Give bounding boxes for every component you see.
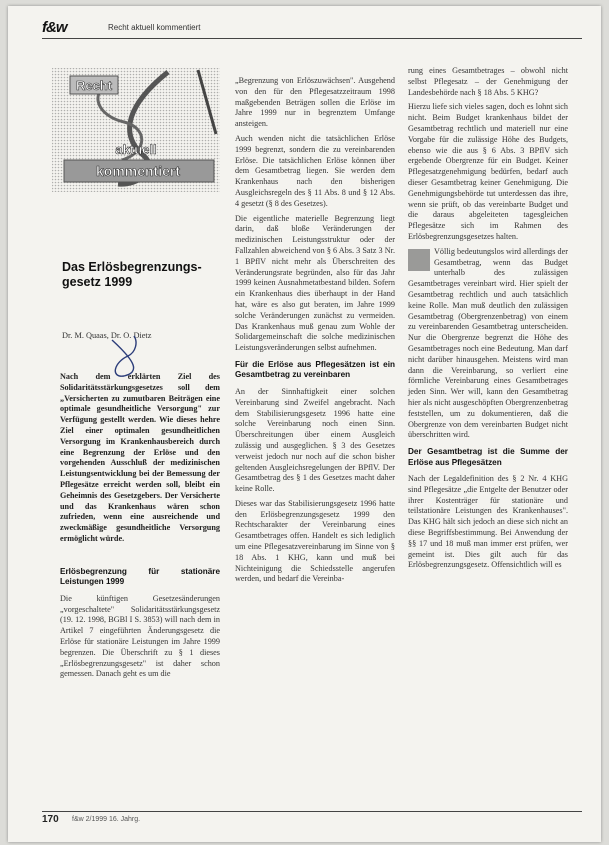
drop-cap-box (408, 249, 430, 271)
emblem-line2: aktuell (115, 142, 157, 157)
column-1 (60, 372, 220, 684)
column-2 (235, 76, 395, 589)
footer-source: f&w 2/1999 16. Jahrg. (72, 816, 141, 823)
footer (42, 811, 582, 827)
section-heading: Der Gesamtbetrag ist die Summe der Erlöse aus Pflegesätzen (408, 447, 568, 467)
running-head: Recht aktuell kommentiert (108, 23, 201, 32)
body-paragraph: Die eigentliche materielle Begrenzung liegt darin, daß bloße Veränderungen der medizinischen Leistungsstruktur oder der Fallzahlen abweichend von § 6 Abs. 3 Satz 3 Nr. 1 BPflV nicht mehr als Überschreiten des Veränderungsrate begründen, also für das Jahr 1999 keinen Ausnahmetatbestand bilden. Sofern ein Krankenhaus dies überhaupt in der Hand hat, wäre es also gut beraten, im Jahre 1999 solche Veränderungen zunächst zu vermeiden. Das Krankenhaus muß genau zum Wohle der Solidargemeinschaft die solche medizinischen Leistungsveränderungen selbst aufnehmen. (235, 213, 395, 353)
emblem-line1: Recht (75, 78, 113, 93)
drop-cap-paragraph: Völlig bedeutungslos wird allerdings der Gesamtbetrag, wenn das Budget unterhalb des zulässigen Gesamtbetrages vereinbart wird. Hier spielt der Gesamtbetrag rechtlich und auch tatsächlich keine Rolle. Man muß deutlich den zulässigen Gesamtbetrag (Obergrenzenbetrag) von einem zu vereinbarenden Gesamtbetrag unterscheiden. Nur die Obergrenze begrenzt die Höhe des Gesamtbetrages noch eine Bedeutung. Man darf nicht darüber hinausgehen. Meistens wird man dann die Vereinbarung, so verliert eine förmliche Vereinbarung eines Gesamtbetrages jeden Sinn. Wer will, kann den Gesamtbetrag hier als nicht ausgeschöpften Obergrenzenbetrag feststellen, um zu dokumentieren, daß die Obergrenze von dem vereinbarten Budget nicht überschritten wird. (408, 246, 568, 440)
page-number: 170 (42, 814, 59, 825)
body-paragraph: rung eines Gesamtbetrages – obwohl nicht selbst Pflegesatz – der Genehmigung der Landesbehörde nach § 18 Abs. 5 KHG? (408, 66, 568, 97)
body-paragraph: Auch wenden nicht die tatsächlichen Erlöse 1999 begrenzt, sondern die zu vereinbarenden Erlöse. Die tatsächlichen Erlöse können über dem Gesamtbetrag liegen. Sie werden dem Krankenhaus nach den bisherigen Ausgleichsregeln des § 11 Abs. 8 und § 12 Abs. 4 gesetzt (§ 8 des Gesetzes). (235, 133, 395, 208)
section-heading: Für die Erlöse aus Pflegesätzen ist ein Gesamtbetrag zu vereinbaren (235, 359, 395, 380)
lead-paragraph: Nach dem erklärten Ziel des Solidaritätsstärkungsgesetzes soll dem „Versicherten zu zumutbaren Beiträgen eine optimale gesundheitliche Versorgung" zur Verfügung gestellt werden. Wie dieses hehre Ziel einer optimalen gesundheitlichen Versorgung im Krankenhausbereich durch eine Begrenzung der Erlöse und den vorgehenden Ausschluß der medizinischen Leistungsentwicklung bei der Bemessung der Pflegesätze erreicht werden soll, bleibt ein Geheimnis des Gesetzgebers. Der Versicherte und das Krankenhaus wären schon zufrieden, wenn eine ausreichende und zweckmäßige gesundheitliche Versorgung ermöglicht würde. (60, 372, 220, 543)
body-paragraph: Dieses war das Stabilisierungsgesetz 1996 hatte den Erlösbegrenzungsgesetz 1999 den Rechtscharakter der Vereinbarung eines Gesamtbetrages offen. Handelt es sich lediglich um eine Pflegesatzvereinbarung im Sinne von § 18 Abs. 1 KHG, kann und muß bei Nichteinigung die Schiedsstelle angerufen werden, und bedarf die Vereinba- (235, 498, 395, 584)
journal-logo: f&w (42, 19, 67, 36)
body-paragraph: „Begrenzung von Erlöszuwächsen". Ausgehend von den für den Pflegesatzzeitraum 1998 maßgebenden Beträgen sollen die Erlöse im Jahre 1999 nur in begrenztem Umfange ansteigen. (235, 76, 395, 129)
column-3 (408, 66, 568, 575)
body-paragraph: Hierzu liefe sich vieles sagen, doch es lohnt sich nicht. Beim Budget krankenhaus bildet der Gesamtbetrag rechtlich und materiell nur eine Vorgabe für die zulässige Höhe des Budgets, ebenso wie die aus § 6 Abs. 3 BPflV sich ergebende Obergrenze für ein Budget. Keiner Pflegesatzgenehmigung bedürfen, bedarf auch dieser Gesamtbetrag keiner Genehmigung. Die Genehmigungsbehörde tut unterdessen das ihre, wenn sie prüft, ob das vereinbarte Budget und die daraus abgeleiteten tagesgleichen Pflegesätze sich im Rahmen des Erlösbegrenzungsgesetzes halten. (408, 102, 568, 241)
body-paragraph: An der Sinnhaftigkeit einer solchen Vereinbarung sind Zweifel angebracht. Nach dem Stabilisierungsgesetz 1996 hatte eine solche Vereinbarung noch einen Sinn. Überschreitungen über einem Ausgleich zulässig und ausgeglichen. § 3 des Gesetzes verweist jedoch nur noch auf die schon bisher geltenden Ausgleichsregelungen der BPflV. Der Gesamtbetrag des § 1 des Gesetzes macht daher keine Rolle. (235, 386, 395, 494)
section-heading: Erlösbegrenzung für stationäre Leistungen 1999 (60, 566, 220, 587)
footer-rule (42, 811, 582, 812)
recht-aktuell-kommentiert-emblem (48, 64, 224, 196)
emblem-line3: kommentiert (95, 163, 181, 179)
body-paragraph: Die künftigen Gesetzesänderungen „vorgeschaltete" Solidaritätsstärkungsgesetz (19. 12. 1998, BGBl I S. 3853) will nach dem in Artikel 7 eingeführten Änderungsgesetz die Erlöse für stationäre Leistungen im Jahre 1999 begrenzen. Die Überschrift zu § 1 dieses „Erlösbegrenzungsgesetz" ist daher schon gemessen. Danach geht es um die (60, 593, 220, 679)
article-authors: Dr. M. Quaas, Dr. O. Dietz (62, 331, 152, 340)
drop-cap-paragraph-wrap (408, 247, 568, 441)
header (42, 18, 582, 39)
article-title: Das Erlösbegrenzungs-gesetz 1999 (62, 260, 202, 289)
page (8, 6, 601, 842)
body-paragraph: Nach der Legaldefinition des § 2 Nr. 4 KHG sind Pflegesätze „die Entgelte der Benutzer oder ihrer Kostenträger für stationäre und teilstationäre Leistungen des Krankenhauses". Das KHG hält sich jedoch an diese sich nicht an diese Begriffsbestimmung. Bei Anwendung der §§ 17 und 18 muß man immer erst prüfen, wer gemeint ist. Dies gilt auch für das Erlösbegrenzungsgesetz. Offensichtlich will es (408, 474, 568, 570)
